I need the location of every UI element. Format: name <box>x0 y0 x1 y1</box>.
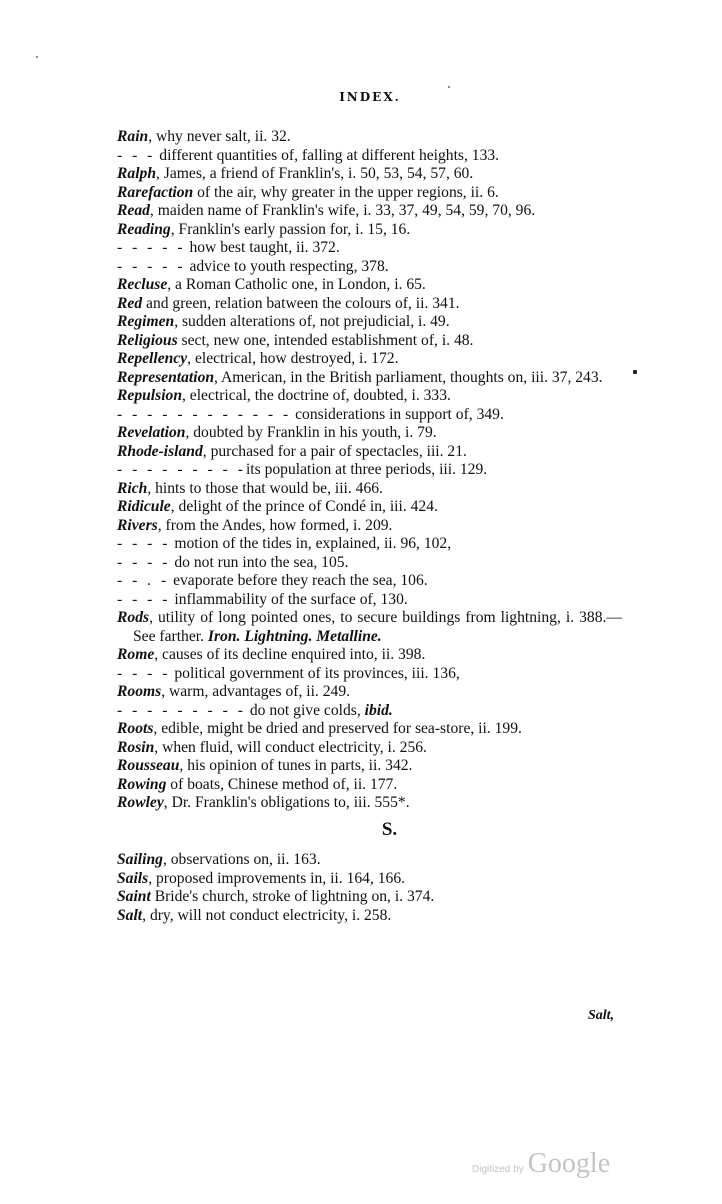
index-entry <box>117 609 622 646</box>
entry-headword: Rosin <box>117 738 155 756</box>
entry-headword: Read <box>117 202 150 219</box>
index-subentry <box>117 147 622 166</box>
ditto-dashes: - - - - <box>117 535 171 552</box>
entry-text: , why never salt, ii. 32. <box>148 128 291 145</box>
see-also-reference: Lightning. <box>244 627 313 645</box>
entry-text: do not run into the sea, 105. <box>170 553 349 571</box>
entry-text: Bride's church, stroke of lightning on, i. 374. <box>150 888 435 905</box>
entry-text: , James, a friend of Franklin's, i. 50, 53, 54, 57, 60. <box>156 165 474 182</box>
entry-text: of the air, why greater in the upper regions, ii. 6. <box>193 183 499 201</box>
index-entry <box>117 443 622 462</box>
entry-text: , electrical, how destroyed, i. 172. <box>187 350 399 367</box>
index-entry <box>117 794 622 813</box>
entry-text: , utility of long pointed ones, to secure buildings from lightning, i. 388.—See farther. <box>133 609 622 645</box>
entry-headword: Repulsion <box>117 387 182 404</box>
entry-text: , sudden alterations of, not prejudicial, i. 49. <box>174 313 450 330</box>
index-subentry <box>117 572 622 591</box>
ditto-dashes: - - - - - - - - - <box>117 461 246 478</box>
index-entry <box>117 424 622 443</box>
entry-text: , maiden name of Franklin's wife, i. 33, 37, 49, 54, 59, 70, 96. <box>149 202 536 219</box>
ditto-dashes: - - - - - <box>117 239 186 256</box>
entry-text: do not give colds, <box>245 701 365 719</box>
scan-speck <box>36 56 38 58</box>
entry-headword: Religious <box>117 331 178 349</box>
index-entry <box>117 128 622 147</box>
entry-text: and green, relation batween the colours of, ii. 341. <box>142 294 460 312</box>
entry-text: , Dr. Franklin's obligations to, iii. 555*. <box>163 794 410 811</box>
entry-headword: Rome <box>117 646 155 663</box>
index-entry <box>117 350 622 369</box>
entry-text: evaporate before they reach the sea, 106. <box>169 572 428 589</box>
index-entry <box>117 870 622 889</box>
entry-text: political government of its provinces, iii. 136, <box>170 664 460 682</box>
entry-headword: Saint <box>117 888 151 905</box>
index-entry <box>117 202 622 221</box>
entry-text: , Franklin's early passion for, i. 15, 16. <box>170 220 411 238</box>
entry-headword: Roots <box>117 720 154 737</box>
catchword: Salt, <box>588 1008 615 1023</box>
entry-text: inflammability of the surface of, 130. <box>170 590 408 608</box>
entry-text: , when fluid, will conduct electricity, i. 256. <box>154 738 427 756</box>
index-entry <box>117 498 622 517</box>
entry-text: advice to youth respecting, 378. <box>185 257 389 275</box>
entry-text: considerations in support of, 349. <box>291 405 504 423</box>
index-entry <box>117 221 622 240</box>
entry-headword: Sails <box>117 869 149 887</box>
index-entry <box>117 369 622 388</box>
entry-headword: Regimen <box>117 313 175 330</box>
entry-text: its population at three periods, iii. 129. <box>245 461 488 478</box>
digitized-watermark <box>472 1148 610 1180</box>
index-subentry <box>117 535 622 554</box>
entry-text: , delight of the prince of Condé in, iii. 424. <box>170 498 438 515</box>
index-entry <box>117 739 622 758</box>
see-also-reference: Iron. <box>207 627 241 645</box>
ditto-dashes: - - - - <box>117 590 171 608</box>
index-entry <box>117 480 622 499</box>
entry-text: , a Roman Catholic one, in London, i. 65. <box>167 276 426 293</box>
ditto-dashes: - - - - - <box>117 257 186 275</box>
entry-headword: Rooms <box>117 683 162 700</box>
entry-text: , purchased for a pair of spectacles, iii. 21. <box>202 442 467 460</box>
index-entry <box>117 332 622 351</box>
index-entry <box>117 757 622 776</box>
entry-headword: Red <box>117 294 143 312</box>
index-entry <box>117 184 622 203</box>
entry-headword: Rain <box>117 128 149 145</box>
index-subentry <box>117 239 622 258</box>
entry-text: , observations on, ii. 163. <box>162 851 321 868</box>
scan-speck <box>448 86 450 88</box>
entry-headword: Rivers <box>117 516 158 534</box>
entry-text: different quantities of, falling at different heights, 133. <box>155 146 500 164</box>
index-subentry <box>117 461 622 480</box>
index-section-s <box>117 851 622 925</box>
entry-headword: Ridicule <box>117 498 171 515</box>
entry-text: how best taught, ii. 372. <box>185 239 340 256</box>
entry-text: , hints to those that would be, iii. 466. <box>147 479 383 497</box>
entry-text: , warm, advantages of, ii. 249. <box>161 683 351 700</box>
index-entry <box>117 517 622 536</box>
entry-text: , electrical, the doctrine of, doubted, i. 333. <box>182 387 451 404</box>
ditto-dashes: - - - <box>117 146 156 164</box>
entry-text: , causes of its decline enquired into, ii. 398. <box>154 646 426 663</box>
index-entry <box>117 646 622 665</box>
see-also-reference: Metalline. <box>316 627 382 645</box>
ditto-dashes: - - - - <box>117 553 171 571</box>
entry-headword: Representation <box>117 368 215 386</box>
entry-headword: Recluse <box>117 276 168 293</box>
entry-text: motion of the tides in, explained, ii. 96, 102, <box>170 535 452 552</box>
index-entry <box>117 683 622 702</box>
watermark-prefix: Digitized by <box>472 1164 524 1175</box>
ibid-reference: ibid. <box>364 701 393 719</box>
entry-headword: Rousseau <box>117 757 180 774</box>
entry-headword: Sailing <box>117 851 163 868</box>
ditto-dashes: - - - - - - - - - - - - <box>117 405 292 423</box>
index-entry <box>117 720 622 739</box>
index-subentry <box>117 702 622 721</box>
ditto-dashes: - - . - <box>117 572 170 589</box>
entry-headword: Rods <box>117 609 150 626</box>
entry-text: , American, in the British parliament, thoughts on, iii. 37, 243. <box>214 368 603 386</box>
entry-text: , proposed improvements in, ii. 164, 166. <box>148 869 406 887</box>
section-letter: S. <box>381 818 398 840</box>
entry-headword: Repellency <box>117 350 188 367</box>
index-entry <box>117 165 622 184</box>
ditto-dashes: - - - - - - - - - <box>117 701 246 719</box>
entry-headword: Rich <box>117 479 148 497</box>
index-subentry <box>117 258 622 277</box>
entry-headword: Rowley <box>117 794 164 811</box>
entry-text: , dry, will not conduct electricity, i. 258. <box>142 906 392 924</box>
entry-headword: Rarefaction <box>117 183 194 201</box>
entry-headword: Rowing <box>117 775 167 793</box>
entry-text: , his opinion of tunes in parts, ii. 342. <box>179 757 413 774</box>
ditto-dashes: - - - - <box>117 664 171 682</box>
entry-text: of boats, Chinese method of, ii. 177. <box>166 775 398 793</box>
scan-speck <box>633 370 637 374</box>
index-entry <box>117 851 622 870</box>
entry-headword: Ralph <box>117 165 156 182</box>
index-subentry <box>117 665 622 684</box>
entry-text: , edible, might be dried and preserved for sea-store, ii. 199. <box>153 720 522 737</box>
index-section-r <box>117 128 622 813</box>
entry-headword: Reading <box>117 220 171 238</box>
entry-headword: Rhode-island <box>117 442 203 460</box>
entry-text: , from the Andes, how formed, i. 209. <box>157 516 393 534</box>
index-subentry <box>117 554 622 573</box>
index-entry <box>117 313 622 332</box>
entry-headword: Revelation <box>117 424 186 441</box>
entry-text: sect, new one, intended establishment of, i. 48. <box>177 331 474 349</box>
entry-headword: Salt <box>117 906 143 924</box>
running-head: INDEX. <box>339 90 401 104</box>
index-entry <box>117 888 622 907</box>
google-logo: Google <box>527 1148 611 1179</box>
index-entry <box>117 776 622 795</box>
index-subentry <box>117 591 622 610</box>
index-entry <box>117 907 622 926</box>
index-entries <box>117 128 622 925</box>
entry-text: , doubted by Franklin in his youth, i. 79. <box>185 424 437 441</box>
index-entry <box>117 276 622 295</box>
index-entry <box>117 387 622 406</box>
index-entry <box>117 295 622 314</box>
index-subentry <box>117 406 622 425</box>
